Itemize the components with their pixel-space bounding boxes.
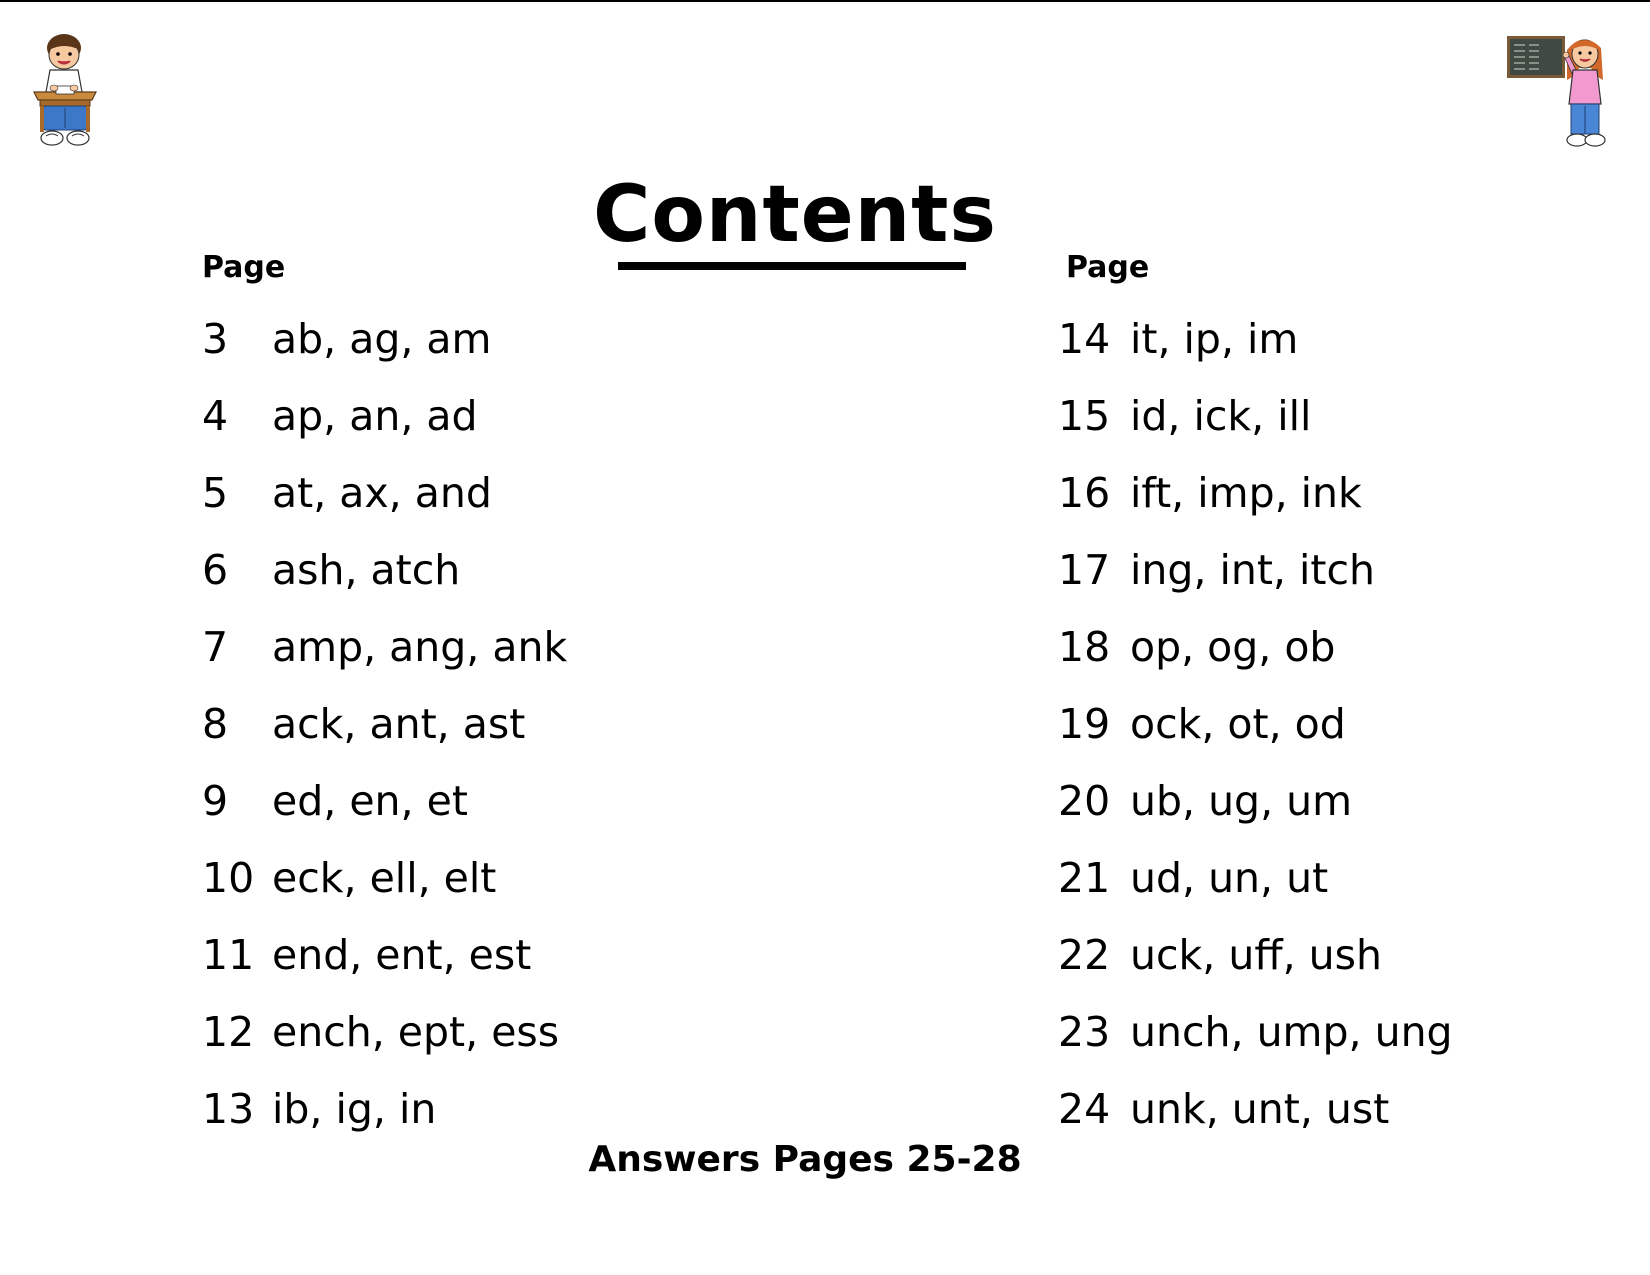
page-number: 17: [1058, 545, 1111, 594]
page-number: 21: [1058, 853, 1111, 902]
contents-entry: [1058, 300, 1453, 377]
entry-text: id, ick, ill: [1130, 391, 1312, 440]
entry-text: ack, ant, ast: [272, 699, 526, 748]
contents-entry: [1058, 993, 1453, 1070]
page-number: 19: [1058, 699, 1111, 748]
contents-entry: [1058, 839, 1453, 916]
page-title: Contents: [593, 170, 997, 260]
student-at-desk-icon: [30, 28, 100, 150]
contents-entry: [1058, 608, 1453, 685]
page-number: 24: [1058, 1084, 1111, 1133]
contents-entry: [1058, 1070, 1453, 1147]
page-number: 23: [1058, 1007, 1111, 1056]
entry-text: ab, ag, am: [272, 314, 492, 363]
entry-text: amp, ang, ank: [272, 622, 568, 671]
contents-entry: [1058, 531, 1453, 608]
entry-text: uck, uff, ush: [1130, 930, 1382, 979]
contents-entry: [202, 377, 567, 454]
page-number: 13: [202, 1084, 255, 1133]
entry-text: ock, ot, od: [1130, 699, 1346, 748]
page-number: 15: [1058, 391, 1111, 440]
page-number: 20: [1058, 776, 1111, 825]
page-number: 14: [1058, 314, 1111, 363]
entry-text: it, ip, im: [1130, 314, 1299, 363]
contents-entry: [202, 608, 567, 685]
title-underline: [618, 262, 966, 270]
contents-entry: [202, 531, 567, 608]
entry-text: ub, ug, um: [1130, 776, 1353, 825]
right-page-header: Page: [1066, 250, 1150, 285]
contents-entry: [202, 300, 567, 377]
page-number: 6: [202, 545, 229, 594]
contents-entry: [1058, 762, 1453, 839]
contents-entry: [202, 916, 567, 993]
entry-text: ed, en, et: [272, 776, 468, 825]
entry-text: unk, unt, ust: [1130, 1084, 1390, 1133]
contents-entry: [202, 993, 567, 1070]
top-border: [0, 0, 1650, 2]
page-number: 7: [202, 622, 229, 671]
left-contents-list: [202, 300, 567, 1147]
page-number: 4: [202, 391, 229, 440]
contents-entry: [202, 685, 567, 762]
right-contents-list: [1058, 300, 1453, 1147]
entry-text: at, ax, and: [272, 468, 492, 517]
entry-text: unch, ump, ung: [1130, 1007, 1453, 1056]
entry-text: op, og, ob: [1130, 622, 1336, 671]
page-number: 10: [202, 853, 255, 902]
contents-entry: [202, 1070, 567, 1147]
entry-text: ash, atch: [272, 545, 461, 594]
entry-text: eck, ell, elt: [272, 853, 497, 902]
page-number: 5: [202, 468, 229, 517]
page-number: 3: [202, 314, 229, 363]
entry-text: end, ent, est: [272, 930, 532, 979]
answers-note: Answers Pages 25-28: [588, 1139, 1022, 1180]
entry-text: ing, int, itch: [1130, 545, 1375, 594]
entry-text: ap, an, ad: [272, 391, 478, 440]
page-number: 22: [1058, 930, 1111, 979]
left-page-header: Page: [202, 250, 286, 285]
page-number: 16: [1058, 468, 1111, 517]
contents-entry: [1058, 916, 1453, 993]
page-number: 8: [202, 699, 229, 748]
entry-text: ift, imp, ink: [1130, 468, 1362, 517]
contents-entry: [1058, 685, 1453, 762]
teacher-at-chalkboard-icon: [1505, 28, 1615, 150]
page-number: 11: [202, 930, 255, 979]
contents-entry: [202, 454, 567, 531]
entry-text: ib, ig, in: [272, 1084, 437, 1133]
entry-text: ench, ept, ess: [272, 1007, 560, 1056]
page-number: 18: [1058, 622, 1111, 671]
page-number: 12: [202, 1007, 255, 1056]
contents-entry: [202, 762, 567, 839]
entry-text: ud, un, ut: [1130, 853, 1329, 902]
contents-entry: [1058, 377, 1453, 454]
contents-entry: [1058, 454, 1453, 531]
page-number: 9: [202, 776, 229, 825]
contents-entry: [202, 839, 567, 916]
